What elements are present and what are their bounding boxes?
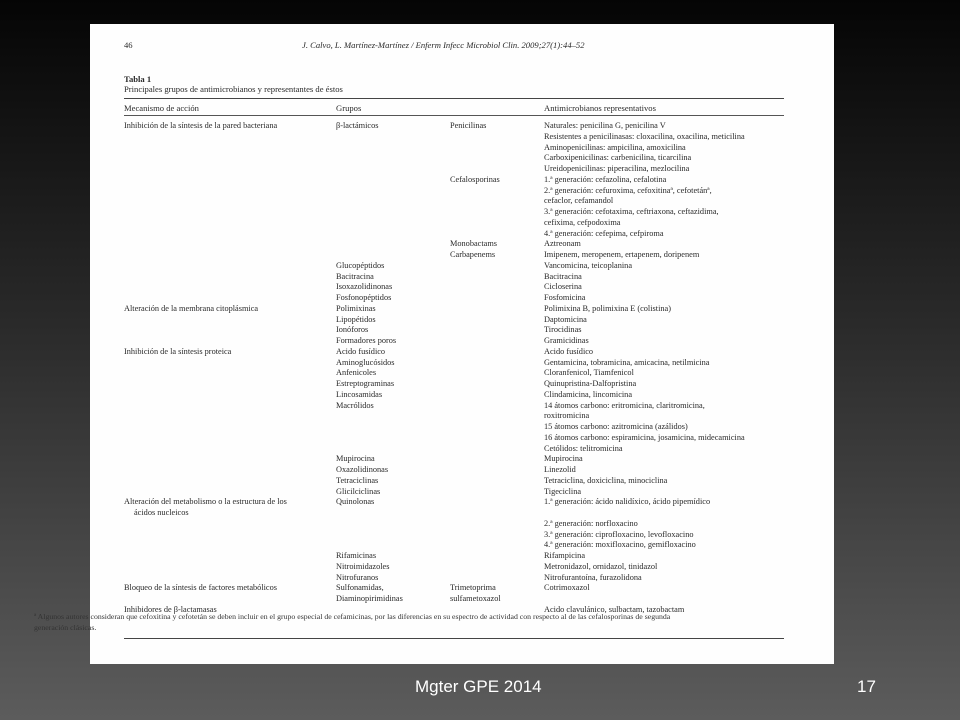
- group-cell: Quinolonas: [336, 497, 375, 507]
- group-cell: Anfenicoles: [336, 368, 377, 378]
- representative-cell: 14 átomos carbono: eritromicina, claritromicina,: [544, 400, 705, 410]
- representative-cell: Quinupristina-Dalfopristina: [544, 379, 637, 388]
- group-cell: Fosfonopéptidos: [336, 293, 392, 302]
- group-cell: β-lactámicos: [336, 121, 379, 130]
- subgroup-cell: Trimetoprima: [450, 583, 496, 593]
- representative-cell: Rifampicina: [544, 551, 586, 560]
- representative-cell: Tigeciclina: [544, 486, 582, 496]
- representative-cell: Imipenem, meropenem, ertapenem, doripenem: [544, 250, 700, 259]
- slide-footer-title: Mgter GPE 2014: [415, 677, 542, 696]
- representative-cell: Cotrimoxazol: [544, 583, 590, 593]
- representative-cell: 3.ª generación: cefotaxima, ceftriaxona, ceftazidima,: [544, 207, 719, 216]
- table-body: [124, 116, 784, 636]
- representative-cell: roxitromicina: [544, 411, 590, 421]
- header-mechanism: Mecanismo de acción: [124, 103, 199, 113]
- group-cell: Mupirocina: [336, 454, 375, 464]
- mechanism-cell: Bloqueo de la síntesis de factores metabólicos: [124, 583, 277, 593]
- representative-cell: Aminopenicilinas: ampicilina, amoxicilina: [544, 142, 686, 152]
- group-cell: Aminoglucósidos: [336, 357, 395, 367]
- representative-cell: Clindamicina, lincomicina: [544, 389, 633, 399]
- group-cell: Acido fusídico: [336, 346, 386, 356]
- representative-cell: 15 átomos carbono: azitromicina (azálidos): [544, 422, 688, 431]
- representative-cell: Cetólidos: telitromicina: [544, 443, 623, 453]
- representative-cell: 2.ª generación: norfloxacino: [544, 518, 638, 528]
- journal-citation: J. Calvo, L. Martínez-Martínez / Enferm Infecc Microbiol Clin. 2009;27(1):44–52: [302, 40, 585, 50]
- header-groups: Grupos: [336, 103, 362, 113]
- group-cell: Oxazolidinonas: [336, 465, 389, 474]
- representative-cell: Metronidazol, ornidazol, tinidazol: [544, 561, 658, 571]
- representative-cell: Tirocidinas: [544, 325, 582, 335]
- group-cell: Rifamicinas: [336, 551, 377, 560]
- representative-cell: 3.ª generación: ciprofloxacino, levofloxacino: [544, 529, 694, 539]
- group-cell: Sulfonamidas,: [336, 583, 384, 593]
- representative-cell: Vancomicina, teicoplanina: [544, 260, 633, 270]
- representative-cell: Acido fusídico: [544, 346, 594, 356]
- representative-cell: Aztreonam: [544, 239, 581, 249]
- group-cell: Polimixinas: [336, 303, 376, 313]
- representative-cell: cefixima, cefpodoxima: [544, 217, 621, 227]
- representative-cell: Gentamicina, tobramicina, amicacina, netilmicina: [544, 357, 710, 367]
- representative-cell: Linezolid: [544, 465, 576, 474]
- representative-cell: 4.ª generación: cefepima, cefpiroma: [544, 228, 664, 238]
- table-bottom-rule: [124, 638, 784, 639]
- subgroup-cell: Carbapenems: [450, 250, 496, 259]
- table-footnote: ª Algunos autores consideran que cefoxitina y cefotetán se deben incluir en el grupo especial de cefamicinas, por las diferencias en su espectro de actividad con respecto al de las cefalosporinas de segunda generación clásicas.: [34, 612, 671, 632]
- table-caption: [124, 74, 784, 94]
- group-cell: Ionóforos: [336, 325, 369, 335]
- representative-cell: cefaclor, cefamandol: [544, 196, 614, 206]
- representative-cell: 2.ª generación: cefuroxima, cefoxitinaª, cefotetánª,: [544, 185, 712, 195]
- representative-cell: Naturales: penicilina G, penicilina V: [544, 121, 666, 130]
- group-cell: Lincosamidas: [336, 389, 383, 399]
- group-cell: Glucopéptidos: [336, 260, 385, 270]
- representative-cell: Polimixina B, polimixina E (colistina): [544, 303, 671, 313]
- representative-cell: Acido clavulánico, sulbactam, tazobactam: [544, 604, 685, 614]
- representative-cell: Ureidopenicilinas: piperacilina, mezlocilina: [544, 164, 690, 173]
- page-header: [124, 40, 784, 54]
- table-header-row: [124, 99, 784, 115]
- subgroup-cell: sulfametoxazol: [450, 594, 501, 603]
- group-cell: Glicilciclinas: [336, 486, 381, 496]
- journal-page: [90, 24, 834, 664]
- group-cell: Bacitracina: [336, 271, 374, 281]
- page-number: 46: [124, 40, 133, 50]
- slide-number: 17: [857, 677, 876, 696]
- mechanism-cell: Alteración del metabolismo o la estructura de los: [124, 497, 287, 507]
- group-cell: Diaminopirimidinas: [336, 594, 403, 603]
- mechanism-cell: ácidos nucleicos: [134, 508, 189, 517]
- mechanism-cell: Inhibición de la síntesis proteica: [124, 346, 232, 356]
- representative-cell: Gramicidinas: [544, 336, 589, 345]
- representative-cell: 1.ª generación: cefazolina, cefalotina: [544, 174, 667, 184]
- representative-cell: Nitrofurantoína, furazolidona: [544, 572, 642, 582]
- group-cell: Nitroimidazoles: [336, 561, 390, 571]
- group-cell: Macrólidos: [336, 400, 374, 410]
- mechanism-cell: Inhibición de la síntesis de la pared bacteriana: [124, 121, 278, 130]
- representative-cell: 1.ª generación: ácido nalidíxico, ácido pipemídico: [544, 497, 711, 507]
- representative-cell: 4.ª generación: moxifloxacino, gemifloxacino: [544, 540, 696, 550]
- representative-cell: Carboxipenicilinas: carbenicilina, ticarcilina: [544, 153, 692, 163]
- group-cell: Formadores poros: [336, 336, 397, 345]
- mechanism-cell: Inhibidores de β-lactamasas: [124, 604, 217, 614]
- representative-cell: Fosfomicina: [544, 293, 586, 302]
- representative-cell: Cloranfenicol, Tiamfenicol: [544, 368, 634, 378]
- group-cell: Isoxazolidinonas: [336, 282, 393, 292]
- group-cell: Tetraciclinas: [336, 475, 379, 485]
- table-label: Tabla 1: [124, 74, 152, 84]
- representative-cell: Resistentes a penicilinasas: cloxacilina, oxacilina, meticilina: [544, 131, 745, 141]
- subgroup-cell: Monobactams: [450, 239, 498, 249]
- mechanism-cell: Alteración de la membrana citoplásmica: [124, 303, 259, 313]
- group-cell: Estreptograminas: [336, 379, 395, 388]
- representative-cell: Cicloserina: [544, 282, 582, 292]
- representative-cell: Daptomicina: [544, 314, 587, 324]
- header-representatives: Antimicrobianos representativos: [544, 103, 656, 113]
- representative-cell: 16 átomos carbono: espiramicina, josamicina, midecamicina: [544, 432, 745, 442]
- group-cell: Lipopétidos: [336, 314, 376, 324]
- subgroup-cell: Penicilinas: [450, 121, 487, 130]
- group-cell: Nitrofuranos: [336, 572, 379, 582]
- representative-cell: Bacitracina: [544, 271, 582, 281]
- subgroup-cell: Cefalosporinas: [450, 174, 500, 184]
- representative-cell: Tetraciclina, doxiciclina, minociclina: [544, 475, 668, 485]
- representative-cell: Mupirocina: [544, 454, 583, 464]
- table-title: Principales grupos de antimicrobianos y representantes de éstos: [124, 84, 343, 94]
